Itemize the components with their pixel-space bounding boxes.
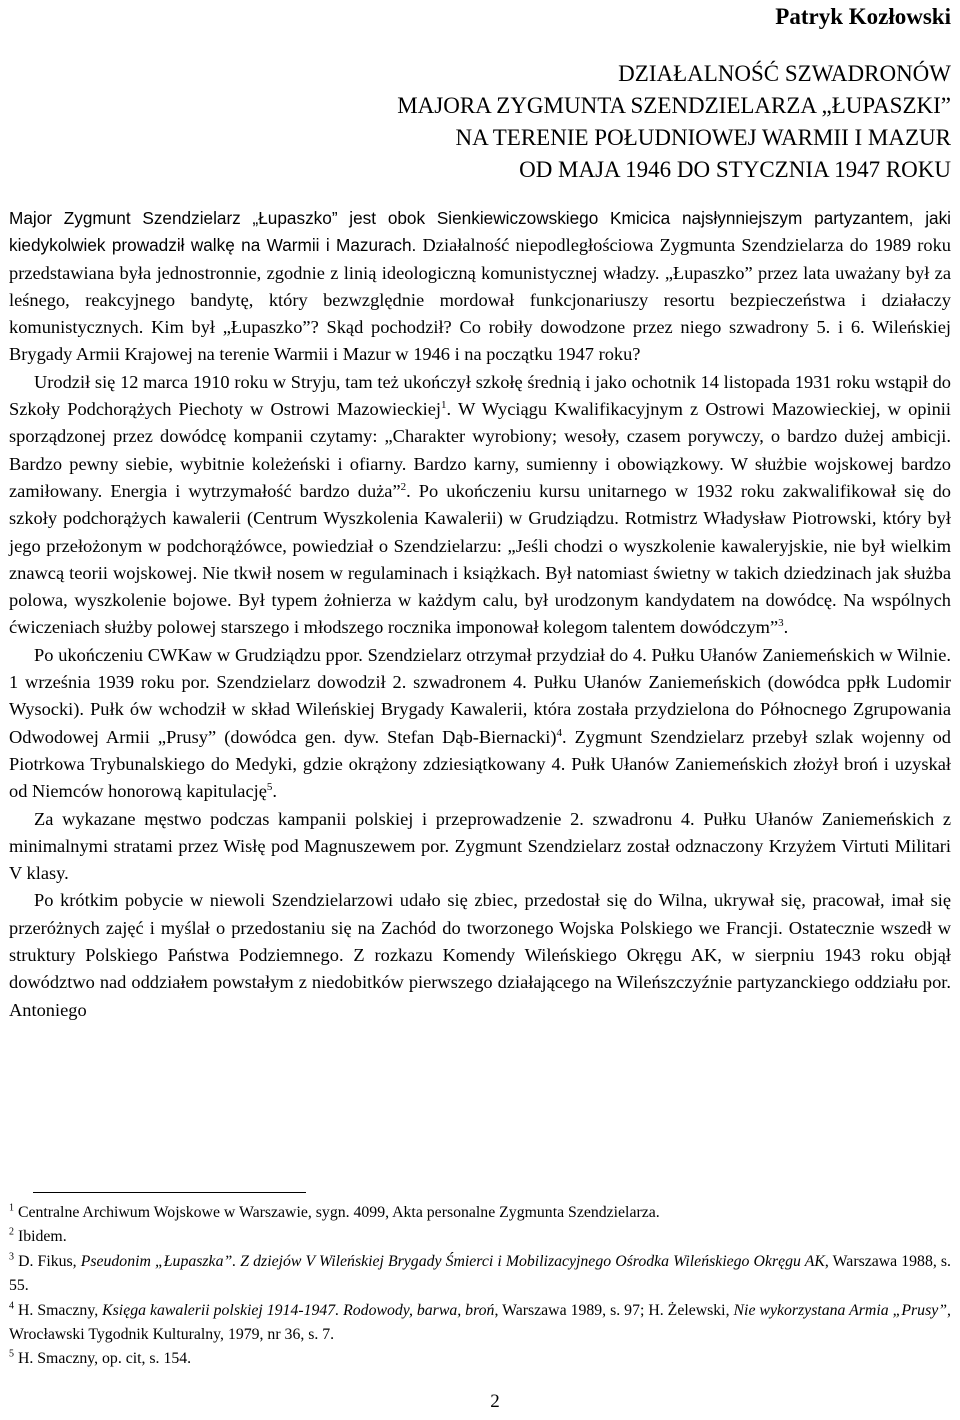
intro-lead-sentence: Major Zygmunt Szendzielarz „Łupaszko” jest obok Sienkiewiczowskiego Kmicica najsłynniejszym partyzantem, jaki kiedykolwiek prowadził walkę na Warmii i Mazurach.	[9, 208, 951, 256]
footnote-3-title: Pseudonim „Łupaszka”. Z dziejów V Wileńskiej Brygady Śmierci i Mobilizacyjnego Ośrodka Wileńskiego Okręgu AK	[80, 1252, 825, 1270]
footnote-3-number: 3	[9, 1251, 14, 1263]
footnote-3	[9, 1250, 951, 1299]
paragraph-decoration: Za wykazane męstwo podczas kampanii polskiej i przeprowadzenie 2. szwadronu 4. Pułku Ułanów Zaniemeńskich z minimalnymi stratami przez Wisłę pod Magnuszewem por. Zygmunt Szendzielarz został odznaczony Krzyżem Virtuti Militari V klasy.	[9, 808, 951, 884]
footnote-ref-2[interactable]: 2	[400, 480, 407, 493]
footnote-4-number: 4	[9, 1300, 14, 1312]
footnote-ref-5[interactable]: 5	[266, 781, 273, 794]
author-name: Patryk Kozłowski	[775, 4, 951, 29]
footnote-4-publication: , Wrocławski Tygodnik Kulturalny, 1979, nr 36, s. 7.	[9, 1301, 951, 1344]
article-body	[9, 205, 951, 1024]
footnote-1-text: Centralne Archiwum Wojskowe w Warszawie, sygn. 4099, Akta personalne Zygmunta Szendzielarza.	[14, 1204, 660, 1221]
footnote-3-author: D. Fikus,	[14, 1252, 81, 1270]
footnote-5-text: H. Smaczny, op. cit, s. 154.	[14, 1350, 192, 1368]
title-line-2: MAJORA ZYGMUNTA SZENDZIELARZA „ŁUPASZKI”	[397, 93, 951, 118]
footnote-3-publication: , Warszawa 1988, s. 55.	[9, 1252, 951, 1295]
footnote-4-title-2: Nie wykorzystana Armia „Prusy”	[733, 1301, 948, 1319]
biography-text-d: .	[783, 617, 789, 638]
footnote-ref-1[interactable]: 1	[441, 398, 447, 411]
footnote-5-number: 5	[9, 1349, 14, 1361]
paragraph-campaign	[9, 642, 951, 806]
footnote-4-title-1: Księga kawalerii polskiej 1914-1947. Rodowody, barwa, broń	[102, 1301, 495, 1319]
footnote-4	[9, 1299, 951, 1348]
footnote-ref-3[interactable]: 3	[778, 617, 784, 630]
page-number: 2	[490, 1391, 500, 1412]
footnote-1-number: 1	[9, 1202, 14, 1214]
footnote-4-author: H. Smaczny,	[14, 1301, 103, 1319]
biography-text-b: . W Wyciągu Kwalifikacyjnym z Ostrowi Mazowieckiej, w opinii sporządzonej przez dowódcę kompanii czytamy: „Charakter wyrobiony; wesoły, czasem porywczy, o bardzo dużej ambicji. Bardzo pewny siebie, wybitnie koleżeński i ofiarny. Bardzo karny, sumienny i obowiązkowy. W służbie wojskowej bardzo zamiłowany. Energia i wytrzymałość bardzo duża”	[9, 399, 952, 501]
footnote-5	[9, 1347, 951, 1371]
title-line-3: NA TERENIE POŁUDNIOWEJ WARMII I MAZUR	[455, 125, 951, 150]
footnote-2-number: 2	[9, 1227, 14, 1239]
footnote-1	[9, 1201, 951, 1225]
title-line-4: OD MAJA 1946 DO STYCZNIA 1947 ROKU	[519, 157, 951, 182]
footnote-2-text: Ibidem.	[14, 1228, 67, 1246]
footnote-separator	[33, 1192, 306, 1193]
paragraph-intro	[9, 205, 951, 369]
footnote-2	[9, 1225, 951, 1249]
campaign-text-b: . Zygmunt Szendzielarz przebył szlak wojenny od Piotrkowa Trybunalskiego do Medyki, gdzie okrążony zdziesiątkowany 4. Pułk Ułanów Zaniemeńskich złożył broń i uzyskał od Niemców honorową kapitulację	[9, 726, 951, 802]
paragraph-underground: Po krótkim pobycie w niewoli Szendzielarzowi udało się zbiec, przedostał się do Wilna, ukrywał się, pracował, imał się przeróżnych zajęć i myślał o przedostaniu się na Zachód do tworzonego Wojska Polskiego we Francji. Ostatecznie wszedł w struktury Polskiego Państwa Podziemnego. Z rozkazu Komendy Wileńskiego Okręgu AK, w sierpniu 1943 roku objął dowództwo nad oddziałem powstałym z niedobitków pierwszego działającego na Wileńszczyźnie partyzanckiego oddziału por. Antoniego	[9, 890, 951, 1020]
footnote-4-middle: , Warszawa 1989, s. 97; H. Żelewski,	[494, 1301, 734, 1319]
paragraph-biography	[9, 369, 951, 642]
biography-text-c: . Po ukończeniu kursu unitarnego w 1932 roku zakwalifikował się do szkoły podchorążych kawalerii (Centrum Wyszkolenia Kawalerii) w Grudziądzu. Rotmistrz Władysław Piotrowski, który był jego przełożonym w podchorążówce, powiedział o Szendzielarzu: „Jeśli chodzi o wyszkolenie kawaleryjskie, nie był wielkim znawcą teorii wojskowej. Nie tkwił nosem w regulaminach i książkach. Był natomiast świetny w takich dziedzinach jak służba polowa, wyszkolenie bojowe. Był typem żołnierza w każdym calu, był urodzonym kandydatem na dowódcę. Na wspólnych ćwiczeniach służby polowej starszego i młodszego rocznika imponował kolegom talentem dowódczym”	[9, 480, 951, 638]
campaign-text-c: .	[272, 781, 278, 802]
article-title	[397, 58, 951, 186]
footnote-ref-4[interactable]: 4	[556, 726, 563, 739]
footnotes	[9, 1201, 951, 1372]
intro-rest: Działalność niepodległościowa Zygmunta Szendzielarza do 1989 roku przedstawiana była jednostronnie, zgodnie z linią ideologiczną komunistycznej władzy. „Łupaszko” przez lata uważany był za leśnego, reakcyjnego bandytę, który bezwzględnie mordował funkcjonariuszy resortu bezpieczeństwa i działaczy komunistycznych. Kim był „Łupaszko”? Skąd pochodził? Co robiły dowodzone przez niego szwadrony 5. i 6. Wileńskiej Brygady Armii Krajowej na terenie Warmii i Mazur w 1946 i na początku 1947 roku?	[9, 235, 952, 365]
title-line-1: DZIAŁALNOŚĆ SZWADRONÓW	[618, 61, 951, 86]
biography-text-a: Urodził się 12 marca 1910 roku w Stryju, tam też ukończył szkołę średnią i jako ochotnik 14 listopada 1931 roku wstąpił do Szkoły Podchorążych Piechoty w Ostrowi Mazowieckiej	[9, 371, 951, 420]
campaign-text-a: Po ukończeniu CWKaw w Grudziądzu ppor. Szendzielarz otrzymał przydział do 4. Pułku Ułanów Zaniemeńskich w Wilnie. 1 września 1939 roku por. Szendzielarz dowodził 2. szwadronem 4. Pułku Ułanów Zaniemeńskich (dowódca ppłk Ludomir Wysocki). Pułk ów wchodził w skład Wileńskiej Brygady Kawalerii, która została przydzielona do Północnego Zgrupowania Odwodowej Armii „Prusy” (dowódca gen. dyw. Stefan Dąb-Biernacki)	[9, 644, 951, 747]
